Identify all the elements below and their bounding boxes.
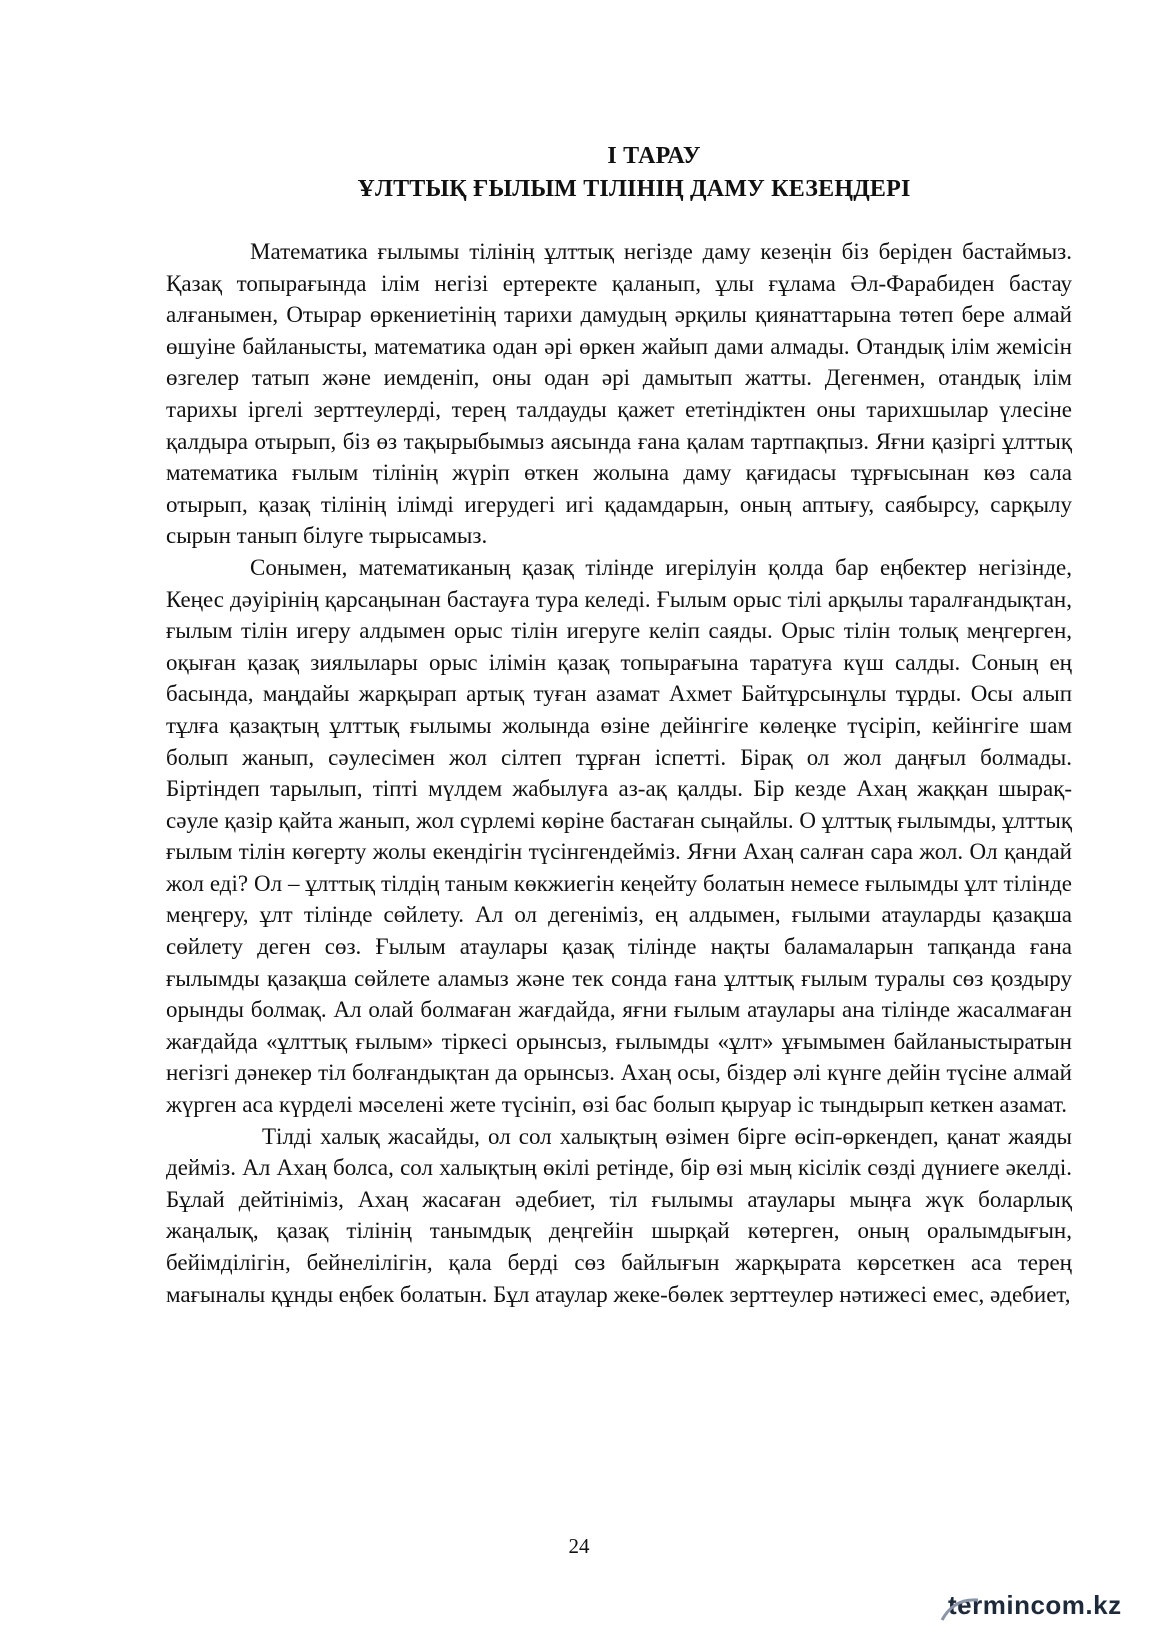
chapter-heading bbox=[160, 140, 1078, 206]
chapter-title: ҰЛТТЫҚ ҒЫЛЫМ ТІЛІНІҢ ДАМУ КЕЗЕҢДЕРІ bbox=[357, 176, 911, 202]
body-text bbox=[166, 236, 1072, 1310]
watermark-logo bbox=[948, 1590, 1122, 1621]
chapter-number: I ТАРАУ bbox=[607, 143, 701, 169]
watermark-swoosh-icon bbox=[940, 1596, 980, 1624]
watermark-text: termincom.kz bbox=[948, 1590, 1122, 1620]
paragraph-2: Сонымен, математиканың қазақ тілінде игерілуін қолда бар еңбектер негізінде, Кеңес дәуірінің қарсаңынан бастауға тура келеді. Ғылым орыс тілі арқылы таралғандықтан, ғылым тілін игеру алдымен орыс тілін игеруге келіп саяды. Орыс тілін толық меңгерген, оқыған қазақ зиялылары орыс ілімін қазақ топырағына таратуға күш салды. Соның ең басында, маңдайы жарқырап артық туған азамат Ахмет Байтұрсынұлы тұрды. Осы алып тұлға қазақтың ұлттық ғылымы жолында өзіне дейінгіге көлеңке түсіріп, кейінгіге шам болып жанып, сәулесімен жол сілтеп тұрған іспетті. Бірақ ол жол даңғыл болмады. Біртіндеп тарылып, тіпті мүлдем жабылуға аз-ақ қалды. Бір кезде Ахаң жаққан шырақ-сәуле қазір қайта жанып, жол сүрлемі көріне бастаған сыңайлы. О ұлттық ғылымды, ұлттық ғылым тілін көгерту жолы екендігін түсінгендейміз. Яғни Ахаң салған сара жол. Ол қандай жол еді? Ол – ұлттық тілдің таным көкжиегін кеңейту болатын немесе ғылымды ұлт тілінде меңгеру, ұлт тілінде сөйлету. Ал ол дегеніміз, ең алдымен, ғылыми атауларды қазақша сөйлету деген сөз. Ғылым атаулары қазақ тілінде нақты баламаларын тапқанда ғана ғылымды қазақша сөйлете аламыз және тек сонда ғана ұлттық ғылым туралы сөз қоздыру орынды болмақ. Ал олай болмаған жағдайда, яғни ғылым атаулары ана тілінде жасалмаған жағдайда «ұлттық ғылым» тіркесі орынсыз, ғылымды «ұлт» ұғымымен байланыстыратын негізгі дәнекер тіл болғандықтан да орынсыз. Ахаң осы, біздер әлі күнге дейін түсіне алмай жүрген аса күрделі мәселені жете түсініп, өзі бас болып қыруар іс тындырып кеткен азамат. bbox=[166, 554, 1072, 1118]
page-number: 24 bbox=[568, 1534, 590, 1558]
paragraph-1: Математика ғылымы тілінің ұлттық негізде даму кезеңін біз беріден бастаймыз. Қазақ топырағында ілім негізі ертеректе қаланып, ұлы ғұлама Әл-Фарабиден бастау алғанымен, Отырар өркениетінің тарихи дамудың әрқилы қиянаттарына төтеп бере алмай өшуіне байланысты, математика одан әрі өркен жайып дами алмады. Отандық ілім жемісін өзгелер татып және иемденіп, оны одан әрі дамытып жатты. Дегенмен, отандық ілім тарихы іргелі зерттеулерді, терең талдауды қажет ететіндіктен оны тарихшылар үлесіне қалдыра отырып, біз өз тақырыбымыз аясында ғана қалам тартпақпыз. Яғни қазіргі ұлттық математика ғылым тілінің жүріп өткен жолына даму қағидасы тұрғысынан көз сала отырып, қазақ тілінің ілімді игерудегі игі қадамдарын, оның аптығу, саябырсу, сарқылу сырын танып білуге тырысамыз. bbox=[166, 239, 1072, 549]
paragraph-3: Тілді халық жасайды, ол сол халықтың өзімен бірге өсіп-өркендеп, қанат жаяды дейміз. Ал Ахаң болса, сол халықтың өкілі ретінде, бір өзі мың кісілік сөзді дүниеге әкелді. Бұлай дейтініміз, Ахаң жасаған әдебиет, тіл ғылымы атаулары мыңға жүк боларлық жаңалық, қазақ тілінің танымдық деңгейін шырқай көтерген, оның оралымдығын, бейімділігін, бейнелілігін, қала берді сөз байлығын жарқырата көрсеткен аса терең мағыналы құнды еңбек болатын. Бұл атаулар жеке-бөлек зерттеулер нәтижесі емес, әдебиет, bbox=[166, 1123, 1072, 1307]
